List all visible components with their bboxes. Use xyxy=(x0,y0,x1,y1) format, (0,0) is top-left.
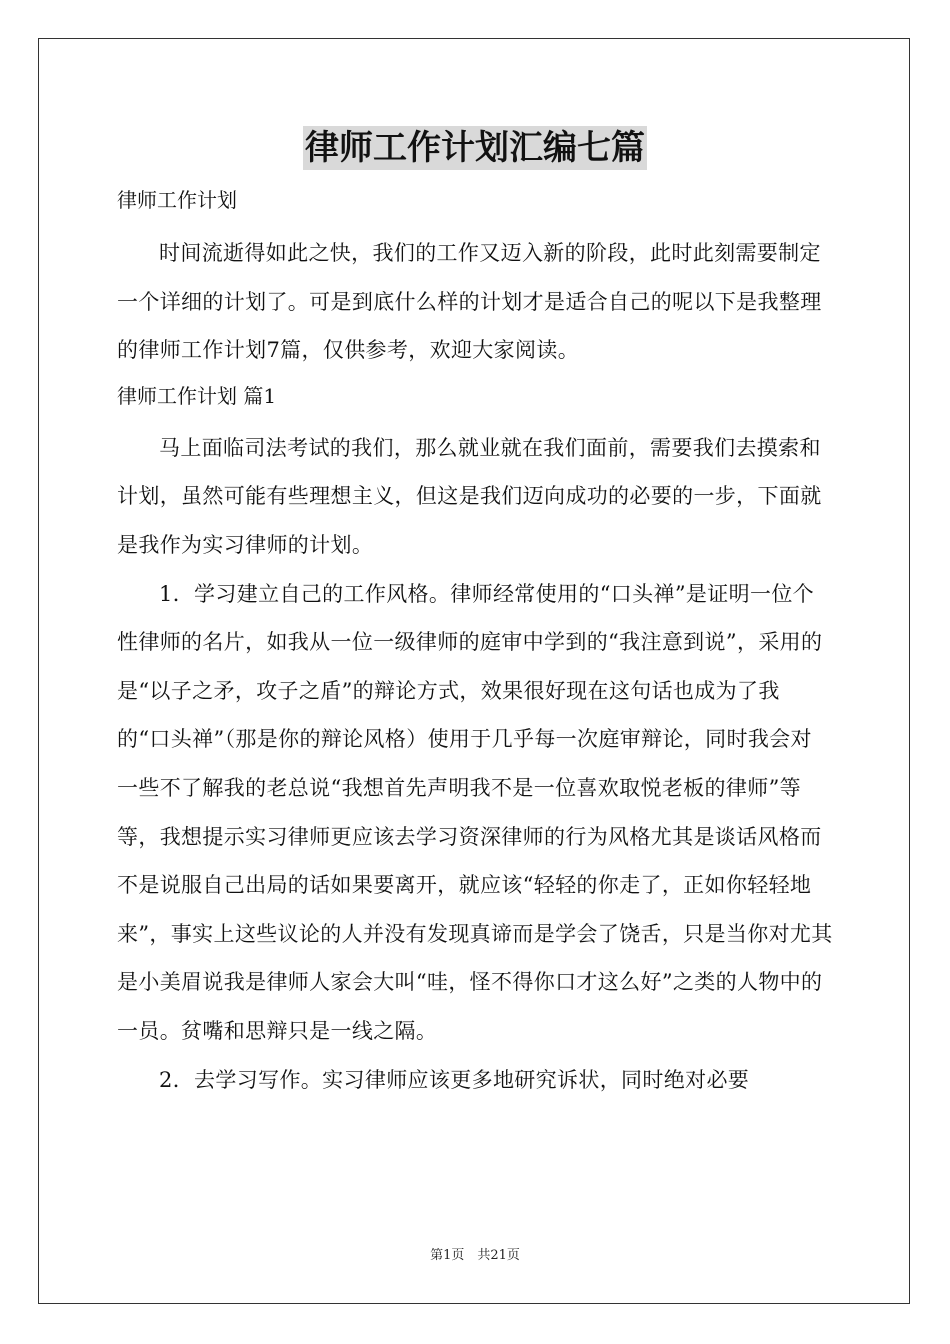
body-paragraph: 马上面临司法考试的我们，那么就业就在我们面前，需要我们去摸索和计划，虽然可能有些理想主义，但这是我们迈向成功的必要的一步，下面就是我作为实习律师的计划。 xyxy=(117,435,822,557)
title-container xyxy=(0,126,950,170)
intro-paragraph: 时间流逝得如此之快，我们的工作又迈入新的阶段，此时此刻需要制定一个详细的计划了。可是到底什么样的计划才是适合自己的呢以下是我整理的律师工作计划7篇，仅供参考，欢迎大家阅读。 xyxy=(117,241,822,363)
section-heading: 律师工作计划 篇1 xyxy=(117,383,277,408)
document-title: 律师工作计划汇编七篇 xyxy=(305,128,645,168)
document-subtitle: 律师工作计划 xyxy=(117,188,237,212)
document-body xyxy=(117,180,833,1104)
body-paragraph: 2．去学习写作。实习律师应该更多地研究诉状，同时绝对必要 xyxy=(159,1067,750,1092)
page-footer: 第1页 共21页 xyxy=(430,1248,520,1263)
body-paragraph: 1．学习建立自己的工作风格。律师经常使用的“口头禅”是证明一位个性律师的名片，如我从一位一级律师的庭审中学到的“我注意到说”，采用的是“以子之矛，攻子之盾”的辩论方式，效果很好现在这句话也成为了我的“口头禅”（那是你的辩论风格）使用于几乎每一次庭审辩论，同时我会对一些不了解我的老总说“我想首先声明我不是一位喜欢取悦老板的律师”等等，我想提示实习律师更应该去学习资深律师的行为风格尤其是谈话风格而不是说服自己出局的话如果要离开，就应该“轻轻的你走了，正如你轻轻地来”，事实上这些议论的人并没有发现真谛而是学会了饶舌，只是当你对尤其是小美眉说我是律师人家会大叫“哇，怪不得你口才这么好”之类的人物中的一员。贫嘴和思辩只是一线之隔。 xyxy=(117,581,833,1043)
